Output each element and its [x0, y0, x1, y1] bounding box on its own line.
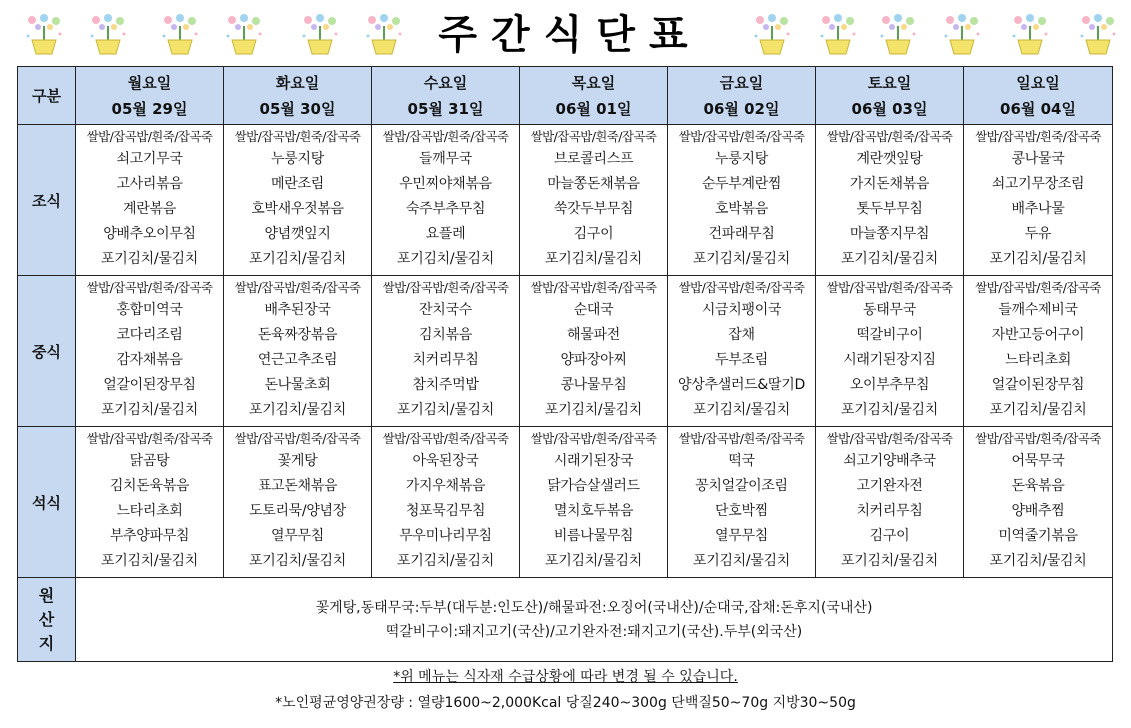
menu-item: 치커리무침 — [856, 503, 923, 519]
menu-item: 김치볶음 — [419, 327, 472, 343]
day-date: 06월 02일 — [703, 99, 780, 118]
day-name: 금요일 — [719, 73, 764, 92]
menu-item: 포기김치/물김치 — [693, 402, 790, 418]
menu-item: 도토리묵/양념장 — [249, 503, 346, 519]
day-name: 목요일 — [571, 73, 616, 92]
menu-item: 자반고등어구이 — [991, 327, 1085, 343]
header — [0, 0, 1131, 66]
menu-item: 포기김치/물김치 — [989, 553, 1087, 569]
origin-line: 꽃게탕,동태무국:두부(대두분:인도산)/해물파전:오징어(국내산)/순대국,잡채:돈후지(국내산) — [315, 599, 873, 616]
menu-item: 단호박찜 — [715, 503, 768, 519]
meal-cell — [668, 427, 816, 578]
meal-cell — [668, 276, 816, 427]
flower-pot-icon — [816, 12, 860, 58]
menu-item: 포기김치/물김치 — [989, 251, 1087, 267]
menu-item: 마늘쫑돈채볶음 — [547, 176, 640, 192]
flower-pot-icon — [298, 12, 342, 58]
menu-item: 계란볶음 — [123, 201, 176, 217]
meal-cell — [76, 276, 224, 427]
menu-item: 순두부계란찜 — [701, 176, 782, 192]
menu-item: 포기김치/물김치 — [545, 402, 642, 418]
menu-item: 멸치호두볶음 — [553, 503, 634, 519]
meal-cell — [816, 125, 964, 276]
menu-item: 어묵무국 — [1011, 453, 1065, 469]
meal-cell — [224, 276, 372, 427]
origin-info — [76, 578, 1113, 662]
menu-item: 김구이 — [573, 226, 614, 242]
menu-item: 포기김치/물김치 — [693, 251, 790, 267]
menu-item: 느타리초회 — [1004, 352, 1072, 368]
menu-item: 감자채볶음 — [116, 352, 183, 368]
menu-item: 양배추오이무침 — [103, 226, 196, 242]
rice-options: 쌀밥/잡곡밥/흰죽/잡곡죽 — [826, 280, 953, 295]
meal-cell — [668, 125, 816, 276]
menu-item: 누룽지탕 — [715, 151, 768, 167]
meal-cell — [224, 427, 372, 578]
menu-change-notice: *위 메뉴는 식자재 수급상황에 따라 변경 될 수 있습니다. — [393, 669, 738, 685]
meal-cell — [76, 427, 224, 578]
menu-item: 호박볶음 — [715, 201, 768, 217]
day-name: 월요일 — [127, 73, 172, 92]
day-date: 05월 30일 — [259, 99, 336, 118]
nutrition-notice: *노인평균영양권장량 : 열량1600~2,000Kcal 당질240~300g 단백질50~70g 지방30~50g — [275, 695, 856, 711]
menu-item: 표고돈채볶음 — [257, 478, 338, 494]
menu-item: 우민찌야채볶음 — [399, 176, 492, 192]
menu-item: 홍합미역국 — [116, 302, 183, 318]
menu-item: 떡갈비구이 — [856, 327, 923, 343]
menu-item: 포기김치/물김치 — [101, 251, 198, 267]
rice-options: 쌀밥/잡곡밥/흰죽/잡곡죽 — [826, 129, 953, 144]
origin-label-char: 지 — [38, 633, 55, 653]
menu-item: 포기김치/물김치 — [693, 553, 790, 569]
menu-item: 코다리조림 — [116, 327, 183, 343]
menu-item: 들깨수제비국 — [998, 302, 1078, 318]
menu-item: 해물파전 — [567, 327, 620, 343]
menu-item: 배추나물 — [1011, 201, 1065, 217]
menu-item: 쇠고기무장조림 — [991, 176, 1085, 192]
menu-item: 꽁치얼갈이조림 — [695, 478, 788, 494]
rice-options: 쌀밥/잡곡밥/흰죽/잡곡죽 — [86, 431, 213, 446]
menu-item: 브로콜리스프 — [553, 151, 634, 167]
meal-label: 석식 — [18, 427, 76, 578]
meal-cell — [964, 276, 1113, 427]
rice-options: 쌀밥/잡곡밥/흰죽/잡곡죽 — [86, 129, 213, 144]
menu-item: 포기김치/물김치 — [841, 402, 938, 418]
page-title: 주간식단표 — [438, 12, 702, 58]
rice-options: 쌀밥/잡곡밥/흰죽/잡곡죽 — [530, 129, 657, 144]
day-header — [372, 67, 520, 125]
menu-item: 요플레 — [425, 226, 466, 242]
menu-item: 동태무국 — [863, 302, 916, 318]
lunch-row — [18, 276, 1113, 427]
origin-label-char: 산 — [38, 609, 55, 629]
menu-item: 콩나물국 — [1011, 151, 1065, 167]
menu-item: 포기김치/물김치 — [249, 553, 346, 569]
menu-item: 고사리볶음 — [116, 176, 183, 192]
menu-item: 포기김치/물김치 — [249, 251, 346, 267]
menu-item: 미역줄기볶음 — [998, 528, 1078, 544]
menu-item: 김치돈육볶음 — [109, 478, 190, 494]
menu-item: 잔치국수 — [419, 302, 472, 318]
dinner-row — [18, 427, 1113, 578]
rice-options: 쌀밥/잡곡밥/흰죽/잡곡죽 — [530, 431, 657, 446]
menu-item: 두부조림 — [715, 352, 768, 368]
day-date: 05월 29일 — [111, 99, 188, 118]
menu-item: 쇠고기양배추국 — [843, 453, 936, 469]
meal-cell — [372, 125, 520, 276]
menu-item: 호박새우젓볶음 — [251, 201, 344, 217]
rice-options: 쌀밥/잡곡밥/흰죽/잡곡죽 — [975, 280, 1101, 295]
rice-options: 쌀밥/잡곡밥/흰죽/잡곡죽 — [382, 129, 509, 144]
header-label: 구분 — [18, 67, 76, 125]
menu-item: 돈육볶음 — [1011, 478, 1065, 494]
menu-item: 닭가슴살샐러드 — [547, 478, 640, 494]
menu-item: 들깨무국 — [419, 151, 472, 167]
meal-cell — [76, 125, 224, 276]
meal-cell — [964, 427, 1113, 578]
flower-pot-icon — [222, 12, 266, 58]
origin-label-char: 원 — [38, 585, 55, 605]
menu-item: 배추된장국 — [264, 302, 331, 318]
day-name: 수요일 — [423, 73, 468, 92]
meal-cell — [520, 276, 668, 427]
menu-item: 참치주먹밥 — [412, 377, 479, 393]
menu-item: 누룽지탕 — [271, 151, 324, 167]
rice-options: 쌀밥/잡곡밥/흰죽/잡곡죽 — [234, 280, 361, 295]
day-name: 토요일 — [867, 73, 912, 92]
day-header-row — [18, 67, 1113, 125]
menu-item: 아욱된장국 — [412, 453, 479, 469]
rice-options: 쌀밥/잡곡밥/흰죽/잡곡죽 — [234, 129, 361, 144]
meal-label: 조식 — [18, 125, 76, 276]
menu-item: 오이부추무침 — [849, 377, 930, 393]
menu-item: 꽃게탕 — [277, 453, 318, 469]
rice-options: 쌀밥/잡곡밥/흰죽/잡곡죽 — [826, 431, 953, 446]
menu-item: 청포묵김무침 — [405, 503, 486, 519]
meal-cell — [372, 427, 520, 578]
day-header — [964, 67, 1113, 125]
menu-item: 느타리초회 — [116, 503, 183, 519]
day-date: 06월 03일 — [851, 99, 928, 118]
day-header — [668, 67, 816, 125]
rice-options: 쌀밥/잡곡밥/흰죽/잡곡죽 — [382, 431, 509, 446]
menu-item: 쇠고기무국 — [116, 151, 183, 167]
flower-pot-icon — [86, 12, 130, 58]
menu-item: 떡국 — [728, 453, 755, 469]
menu-item: 건파래무침 — [708, 226, 775, 242]
menu-item: 포기김치/물김치 — [841, 251, 938, 267]
menu-item: 포기김치/물김치 — [101, 553, 198, 569]
day-date: 05월 31일 — [407, 99, 484, 118]
rice-options: 쌀밥/잡곡밥/흰죽/잡곡죽 — [975, 129, 1101, 144]
menu-item: 콩나물무침 — [560, 377, 627, 393]
meal-cell — [224, 125, 372, 276]
menu-item: 시래기된장지짐 — [843, 352, 936, 368]
rice-options: 쌀밥/잡곡밥/흰죽/잡곡죽 — [975, 431, 1101, 446]
rice-options: 쌀밥/잡곡밥/흰죽/잡곡죽 — [678, 129, 805, 144]
menu-item: 포기김치/물김치 — [545, 251, 642, 267]
meal-cell — [520, 125, 668, 276]
rice-options: 쌀밥/잡곡밥/흰죽/잡곡죽 — [678, 431, 805, 446]
day-date: 06월 04일 — [1000, 99, 1076, 118]
menu-item: 마늘쫑지무침 — [849, 226, 930, 242]
flower-pot-icon — [158, 12, 202, 58]
origin-line: 떡갈비구이:돼지고기(국산)/고기완자전:돼지고기(국산).두부(외국산) — [385, 623, 803, 640]
menu-item: 포기김치/물김치 — [545, 553, 642, 569]
menu-item: 두유 — [1024, 226, 1052, 242]
rice-options: 쌀밥/잡곡밥/흰죽/잡곡죽 — [234, 431, 361, 446]
menu-item: 열무무침 — [271, 528, 324, 544]
menu-item: 얼갈이된장무침 — [991, 377, 1085, 393]
day-header — [816, 67, 964, 125]
menu-item: 순대국 — [573, 302, 614, 318]
menu-item: 쑥갓두부무침 — [553, 201, 634, 217]
menu-item: 비름나물무침 — [553, 528, 634, 544]
menu-table — [17, 66, 1113, 662]
day-header — [76, 67, 224, 125]
origin-label — [18, 578, 76, 662]
flower-pot-icon — [876, 12, 920, 58]
menu-item: 포기김치/물김치 — [989, 402, 1087, 418]
rice-options: 쌀밥/잡곡밥/흰죽/잡곡죽 — [86, 280, 213, 295]
menu-item: 열무무침 — [715, 528, 768, 544]
breakfast-row — [18, 125, 1113, 276]
day-header — [224, 67, 372, 125]
menu-item: 양파장아찌 — [560, 352, 627, 368]
meal-cell — [520, 427, 668, 578]
menu-item: 닭곰탕 — [129, 453, 170, 469]
menu-item: 잡채 — [728, 327, 755, 343]
day-date: 06월 01일 — [555, 99, 632, 118]
menu-item: 포기김치/물김치 — [101, 402, 198, 418]
flower-pot-icon — [1008, 12, 1052, 58]
menu-item: 고기완자전 — [856, 478, 923, 494]
meal-cell — [816, 427, 964, 578]
menu-item: 얼갈이된장무침 — [103, 377, 196, 393]
menu-item: 양배추찜 — [1011, 503, 1065, 519]
menu-item: 치커리무침 — [412, 352, 479, 368]
menu-item: 계란깻잎탕 — [856, 151, 923, 167]
menu-item: 양상추샐러드&딸기D — [678, 377, 805, 393]
flower-pot-icon — [362, 12, 406, 58]
menu-item: 포기김치/물김치 — [249, 402, 346, 418]
meal-label: 중식 — [18, 276, 76, 427]
flower-pot-icon — [22, 12, 66, 58]
menu-item: 연근고추조림 — [257, 352, 338, 368]
menu-item: 부추양파무침 — [109, 528, 190, 544]
menu-item: 포기김치/물김치 — [397, 402, 494, 418]
menu-item: 숙주부추무침 — [405, 201, 486, 217]
menu-item: 돈육짜장볶음 — [257, 327, 338, 343]
flower-pot-icon — [940, 12, 984, 58]
menu-item: 포기김치/물김치 — [397, 251, 494, 267]
origin-row — [18, 578, 1113, 662]
day-name: 화요일 — [275, 73, 320, 92]
meal-cell — [372, 276, 520, 427]
day-header — [520, 67, 668, 125]
menu-item: 가지우채볶음 — [405, 478, 486, 494]
menu-item: 돈나물초회 — [264, 377, 331, 393]
day-name: 일요일 — [1016, 73, 1060, 92]
menu-item: 포기김치/물김치 — [397, 553, 494, 569]
menu-item: 가지돈채볶음 — [849, 176, 930, 192]
meal-cell — [816, 276, 964, 427]
rice-options: 쌀밥/잡곡밥/흰죽/잡곡죽 — [382, 280, 509, 295]
menu-item: 시금치팽이국 — [701, 302, 782, 318]
flower-pot-icon — [750, 12, 794, 58]
menu-item: 양념깻잎지 — [264, 226, 331, 242]
menu-item: 김구이 — [869, 528, 910, 544]
menu-item: 메란조림 — [271, 176, 324, 192]
menu-item: 포기김치/물김치 — [841, 553, 938, 569]
rice-options: 쌀밥/잡곡밥/흰죽/잡곡죽 — [678, 280, 805, 295]
meal-cell — [964, 125, 1113, 276]
menu-item: 무우미나리무침 — [399, 528, 492, 544]
rice-options: 쌀밥/잡곡밥/흰죽/잡곡죽 — [530, 280, 657, 295]
menu-item: 톳두부무침 — [856, 201, 923, 217]
flower-pot-icon — [1076, 12, 1120, 58]
menu-item: 시래기된장국 — [553, 453, 634, 469]
